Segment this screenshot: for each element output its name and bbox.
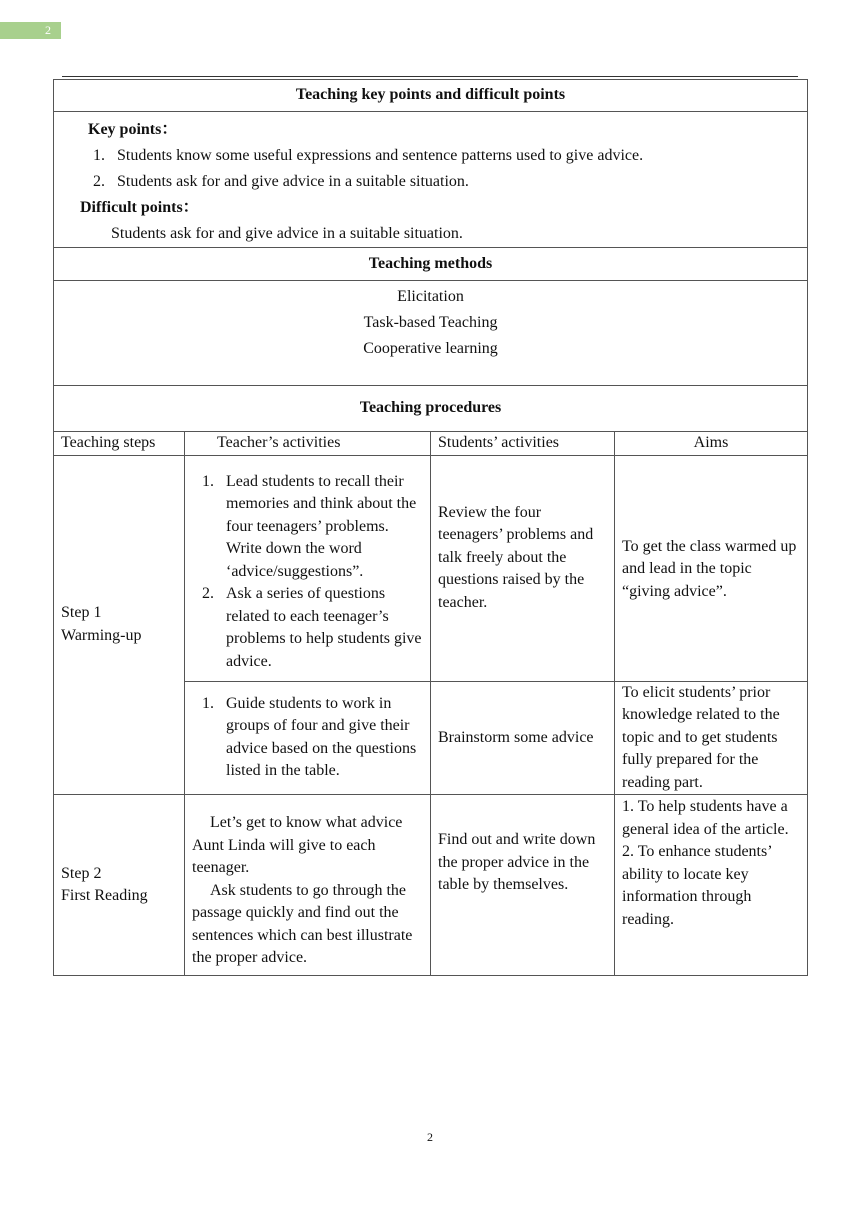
step2-students-activities: Find out and write down the proper advice in the table by themselves. xyxy=(431,795,615,976)
difficult-point-text: Students ask for and give advice in a suitable situation. xyxy=(111,225,463,242)
step1-teacher-list-2 xyxy=(192,693,423,783)
column-header-teacher: Teacher’s activities xyxy=(185,432,431,456)
column-header-students: Students’ activities xyxy=(431,432,615,456)
step2-title: First Reading xyxy=(61,887,148,904)
step1-aims: To get the class warmed up and lead in the topic “giving advice”. xyxy=(615,455,808,681)
header-rule xyxy=(62,76,798,77)
step1-teacher-activities-2 xyxy=(185,681,431,795)
key-points-cell xyxy=(54,112,808,248)
teacher-activity-item: 1. Guide students to work in groups of four and give their advice based on the questions listed in the table. xyxy=(218,693,423,783)
step1-students-activities: Review the four teenagers’ problems and talk freely about the questions raised by the teacher. xyxy=(431,455,615,681)
step1-number: Step 1 xyxy=(61,604,102,622)
procedures-title: Teaching procedures xyxy=(54,386,808,432)
step2-cell xyxy=(54,795,185,976)
step2-aim-item: 1. To help students have a general idea of the article. xyxy=(622,798,789,838)
step1-cell xyxy=(54,455,185,795)
step2-teacher-activities xyxy=(185,795,431,976)
method-item: Task-based Teaching xyxy=(363,314,498,331)
teacher-activity-item: 2. Ask a series of questions related to each teenager’s problems to help students give advice. xyxy=(218,583,423,673)
step1-teacher-activities xyxy=(185,455,431,681)
step1-teacher-list xyxy=(192,471,423,674)
method-item: Elicitation xyxy=(397,288,464,305)
page-number: 2 xyxy=(427,1130,433,1144)
teacher-activity-paragraph: Let’s get to know what advice Aunt Linda will give to each teenager. xyxy=(192,814,403,877)
method-item: Cooperative learning xyxy=(363,340,498,357)
difficult-points-label: Difficult points： xyxy=(80,199,199,216)
key-points-list xyxy=(61,143,800,195)
step2-number: Step 2 xyxy=(61,864,102,882)
page-tab: 2 xyxy=(0,22,61,39)
column-header-aims: Aims xyxy=(615,432,808,456)
key-point-item: 2. Students ask for and give advice in a suitable situation. xyxy=(109,169,800,195)
methods-title: Teaching methods xyxy=(54,248,808,281)
key-point-item: 1. Students know some useful expressions and sentence patterns used to give advice. xyxy=(109,143,800,169)
methods-cell xyxy=(54,281,808,386)
key-points-label: Key points： xyxy=(88,121,178,138)
key-points-title: Teaching key points and difficult points xyxy=(54,80,808,112)
teacher-activity-item: 1. Lead students to recall their memories and think about the four teenagers’ problems. Write down the word ‘advice/suggestions”. xyxy=(218,471,423,584)
step1-students-activities-2: Brainstorm some advice xyxy=(431,681,615,795)
step2-aims xyxy=(615,795,808,976)
step1-title: Warming-up xyxy=(61,626,142,644)
step2-aim-item: 2. To enhance students’ ability to locate key information through reading. xyxy=(622,843,772,928)
column-header-steps: Teaching steps xyxy=(54,432,185,456)
teacher-activity-paragraph: Ask students to go through the passage quickly and find out the sentences which can best illustrate the proper advice. xyxy=(192,881,413,967)
lesson-plan-table xyxy=(53,79,808,976)
step1-aims-2: To elicit students’ prior knowledge related to the topic and to get students fully prepared for the reading part. xyxy=(615,681,808,795)
